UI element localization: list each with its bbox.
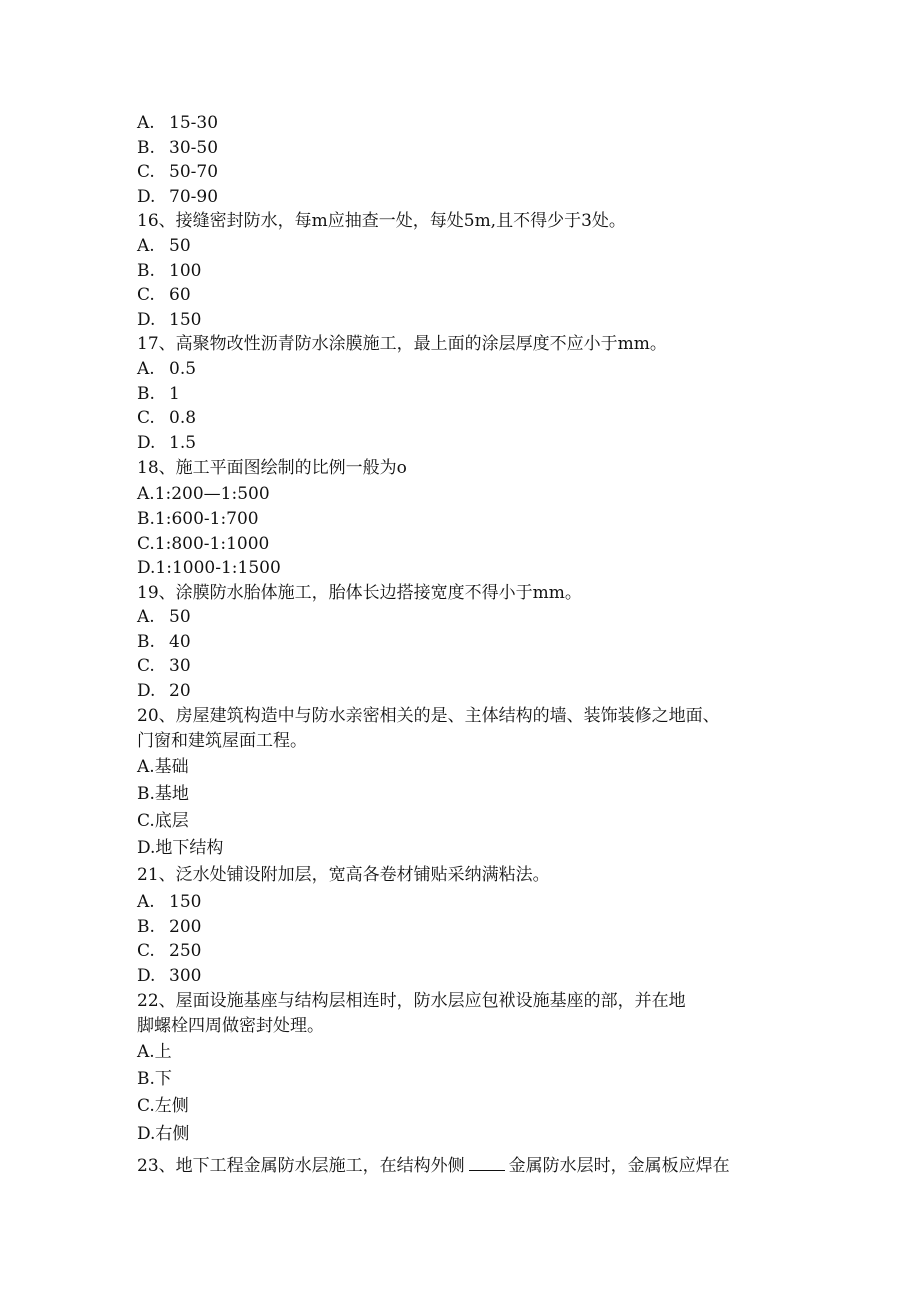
- q18-stem: 18、施工平面图绘制的比例一般为o: [137, 458, 407, 478]
- q18-option-c: C.1:800-1:1000: [137, 534, 270, 554]
- q22-option-c: C.左侧: [137, 1096, 189, 1116]
- q21-stem: 21、泛水处铺设附加层，宽高各卷材铺贴采纳满粘法。: [137, 865, 550, 885]
- q19-stem: 19、涂膜防水胎体施工，胎体长边搭接宽度不得小于mm。: [137, 583, 582, 603]
- q19-option-c: C. 30: [137, 656, 191, 676]
- q18-option-a: A.1:200—1:500: [137, 484, 270, 504]
- q18-option-b: B.1:600-1:700: [137, 509, 259, 529]
- q21-option-a: A. 150: [137, 892, 202, 912]
- q15-option-d: D. 70-90: [137, 187, 219, 207]
- q23-stem: 23、地下工程金属防水层施工，在结构外侧 金属防水层时，金属板应焊在: [137, 1156, 730, 1176]
- q15-option-a: A. 15-30: [137, 113, 219, 133]
- q22-stem-line2: 脚螺栓四周做密封处理。: [137, 1016, 324, 1036]
- q20-option-d: D.地下结构: [137, 838, 224, 858]
- q20-option-a: A.基础: [137, 757, 189, 777]
- q17-option-a: A. 0.5: [137, 359, 197, 379]
- q20-stem-line1: 20、房屋建筑构造中与防水亲密相关的是、主体结构的墙、装饰装修之地面、: [137, 706, 720, 726]
- q20-stem-line2: 门窗和建筑屋面工程。: [137, 731, 307, 751]
- q21-option-c: C. 250: [137, 941, 202, 961]
- q22-stem-line1: 22、屋面设施基座与结构层相连时，防水层应包袱设施基座的部，并在地: [137, 991, 686, 1011]
- q18-option-d: D.1:1000-1:1500: [137, 558, 281, 578]
- q15-option-b: B. 30-50: [137, 138, 219, 158]
- q20-option-b: B.基地: [137, 784, 189, 804]
- q17-option-b: B. 1: [137, 384, 180, 404]
- answer-blank: [469, 1156, 505, 1171]
- q16-option-b: B. 100: [137, 261, 202, 281]
- q20-option-c: C.底层: [137, 811, 189, 831]
- q21-option-b: B. 200: [137, 917, 202, 937]
- q22-option-b: B.下: [137, 1069, 172, 1089]
- q15-option-c: C. 50-70: [137, 162, 219, 182]
- q17-stem: 17、高聚物改性沥青防水涂膜施工，最上面的涂层厚度不应小于mm。: [137, 334, 667, 354]
- q17-option-d: D. 1.5: [137, 433, 197, 453]
- q19-option-a: A. 50: [137, 607, 191, 627]
- q17-option-c: C. 0.8: [137, 408, 197, 428]
- q16-stem: 16、接缝密封防水，每m应抽查一处，每处5m,且不得少于3处。: [137, 211, 626, 231]
- q19-option-b: B. 40: [137, 632, 191, 652]
- q22-option-d: D.右侧: [137, 1124, 190, 1144]
- q22-option-a: A.上: [137, 1042, 172, 1062]
- q16-option-a: A. 50: [137, 236, 191, 256]
- q19-option-d: D. 20: [137, 681, 191, 701]
- q16-option-c: C. 60: [137, 285, 191, 305]
- q16-option-d: D. 150: [137, 310, 202, 330]
- q21-option-d: D. 300: [137, 966, 202, 986]
